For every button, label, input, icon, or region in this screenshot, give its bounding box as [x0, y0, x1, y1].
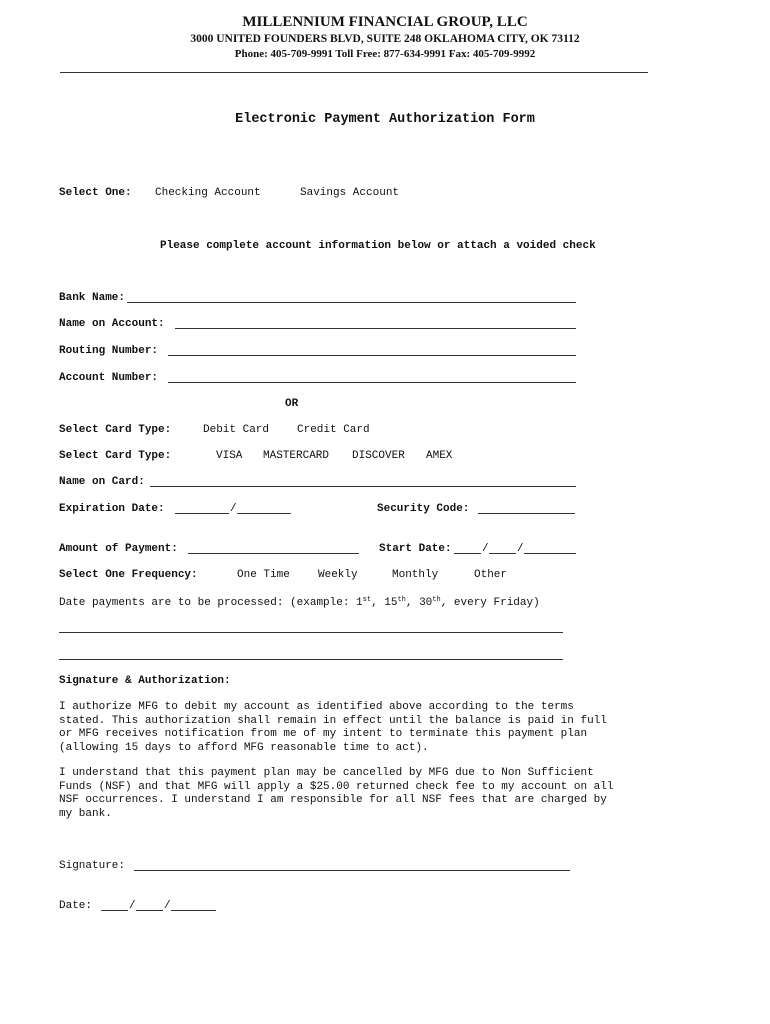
- option-mastercard[interactable]: MASTERCARD: [263, 450, 330, 462]
- date-separator-1: /: [129, 900, 136, 912]
- option-checking-account[interactable]: Checking Account: [155, 187, 261, 199]
- form-title: Electronic Payment Authorization Form: [235, 112, 535, 127]
- name-on-account-label: Name on Account:: [59, 318, 165, 330]
- company-address: 3000 UNITED FOUNDERS BLVD, SUITE 248 OKLAHOMA CITY, OK 73112: [190, 33, 580, 45]
- account-number-field[interactable]: [168, 372, 576, 383]
- start-date-month-field[interactable]: [454, 543, 481, 554]
- account-number-label: Account Number:: [59, 372, 159, 384]
- bank-name-label: Bank Name:: [59, 292, 126, 304]
- routing-number-label: Routing Number:: [59, 345, 159, 357]
- or-separator: OR: [285, 398, 299, 410]
- routing-number-field[interactable]: [168, 345, 576, 356]
- option-monthly[interactable]: Monthly: [392, 569, 439, 581]
- card-type-label: Select Card Type:: [59, 424, 172, 436]
- option-other[interactable]: Other: [474, 569, 508, 581]
- option-credit-card[interactable]: Credit Card: [297, 424, 370, 436]
- start-date-separator-2: /: [517, 543, 524, 555]
- nsf-paragraph: I understand that this payment plan may be cancelled by MFG due to Non Sufficient Funds (NSF) and that MFG will apply a $25.00 returned check fee to my account on all NSF occurrences. I understand I am responsible for all NSF fees that are charged by my bank.: [59, 767, 614, 820]
- company-phone-line: Phone: 405-709-9991 Toll Free: 877-634-9991 Fax: 405-709-9992: [234, 48, 536, 60]
- dates-processed-field-1[interactable]: [59, 622, 563, 633]
- authorization-paragraph: I authorize MFG to debit my account as identified above according to the terms stated. This authorization shall remain in effect until the balance is paid in full or MFG receives notification from me of my intent to terminate this payment plan (allowing 15 days to afford MFG reasonable time to act).: [59, 701, 607, 754]
- instruction-text: Please complete account information below or attach a voided check: [160, 240, 596, 252]
- card-brand-label: Select Card Type:: [59, 450, 172, 462]
- security-code-field[interactable]: [478, 503, 575, 514]
- company-name: MILLENNIUM FINANCIAL GROUP, LLC: [242, 14, 528, 30]
- option-weekly[interactable]: Weekly: [318, 569, 358, 581]
- date-year-field[interactable]: [171, 900, 216, 911]
- expiration-month-field[interactable]: [175, 503, 229, 514]
- option-amex[interactable]: AMEX: [426, 450, 453, 462]
- expiration-date-label: Expiration Date:: [59, 503, 165, 515]
- start-date-label: Start Date:: [379, 543, 452, 555]
- start-date-separator-1: /: [482, 543, 489, 555]
- option-debit-card[interactable]: Debit Card: [203, 424, 270, 436]
- option-discover[interactable]: DISCOVER: [352, 450, 405, 462]
- signature-heading: Signature & Authorization:: [59, 675, 231, 687]
- name-on-card-label: Name on Card:: [59, 476, 145, 488]
- name-on-card-field[interactable]: [150, 476, 576, 487]
- start-date-day-field[interactable]: [489, 543, 516, 554]
- bank-name-field[interactable]: [127, 292, 576, 303]
- signature-label: Signature:: [59, 860, 126, 872]
- expiration-separator: /: [230, 503, 237, 515]
- date-day-field[interactable]: [136, 900, 163, 911]
- select-one-label: Select One:: [59, 187, 132, 199]
- dates-processed-text: Date payments are to be processed: (example: 1st, 15th, 30th, every Friday): [59, 596, 540, 609]
- frequency-label: Select One Frequency:: [59, 569, 198, 581]
- option-one-time[interactable]: One Time: [237, 569, 290, 581]
- signature-field[interactable]: [134, 860, 570, 871]
- name-on-account-field[interactable]: [175, 318, 576, 329]
- expiration-year-field[interactable]: [237, 503, 291, 514]
- option-savings-account[interactable]: Savings Account: [300, 187, 400, 199]
- date-label: Date:: [59, 900, 93, 912]
- amount-of-payment-label: Amount of Payment:: [59, 543, 178, 555]
- amount-of-payment-field[interactable]: [188, 543, 359, 554]
- dates-processed-field-2[interactable]: [59, 649, 563, 660]
- header-divider: [60, 72, 648, 73]
- security-code-label: Security Code:: [377, 503, 470, 515]
- start-date-year-field[interactable]: [524, 543, 576, 554]
- option-visa[interactable]: VISA: [216, 450, 243, 462]
- date-separator-2: /: [164, 900, 171, 912]
- date-month-field[interactable]: [101, 900, 128, 911]
